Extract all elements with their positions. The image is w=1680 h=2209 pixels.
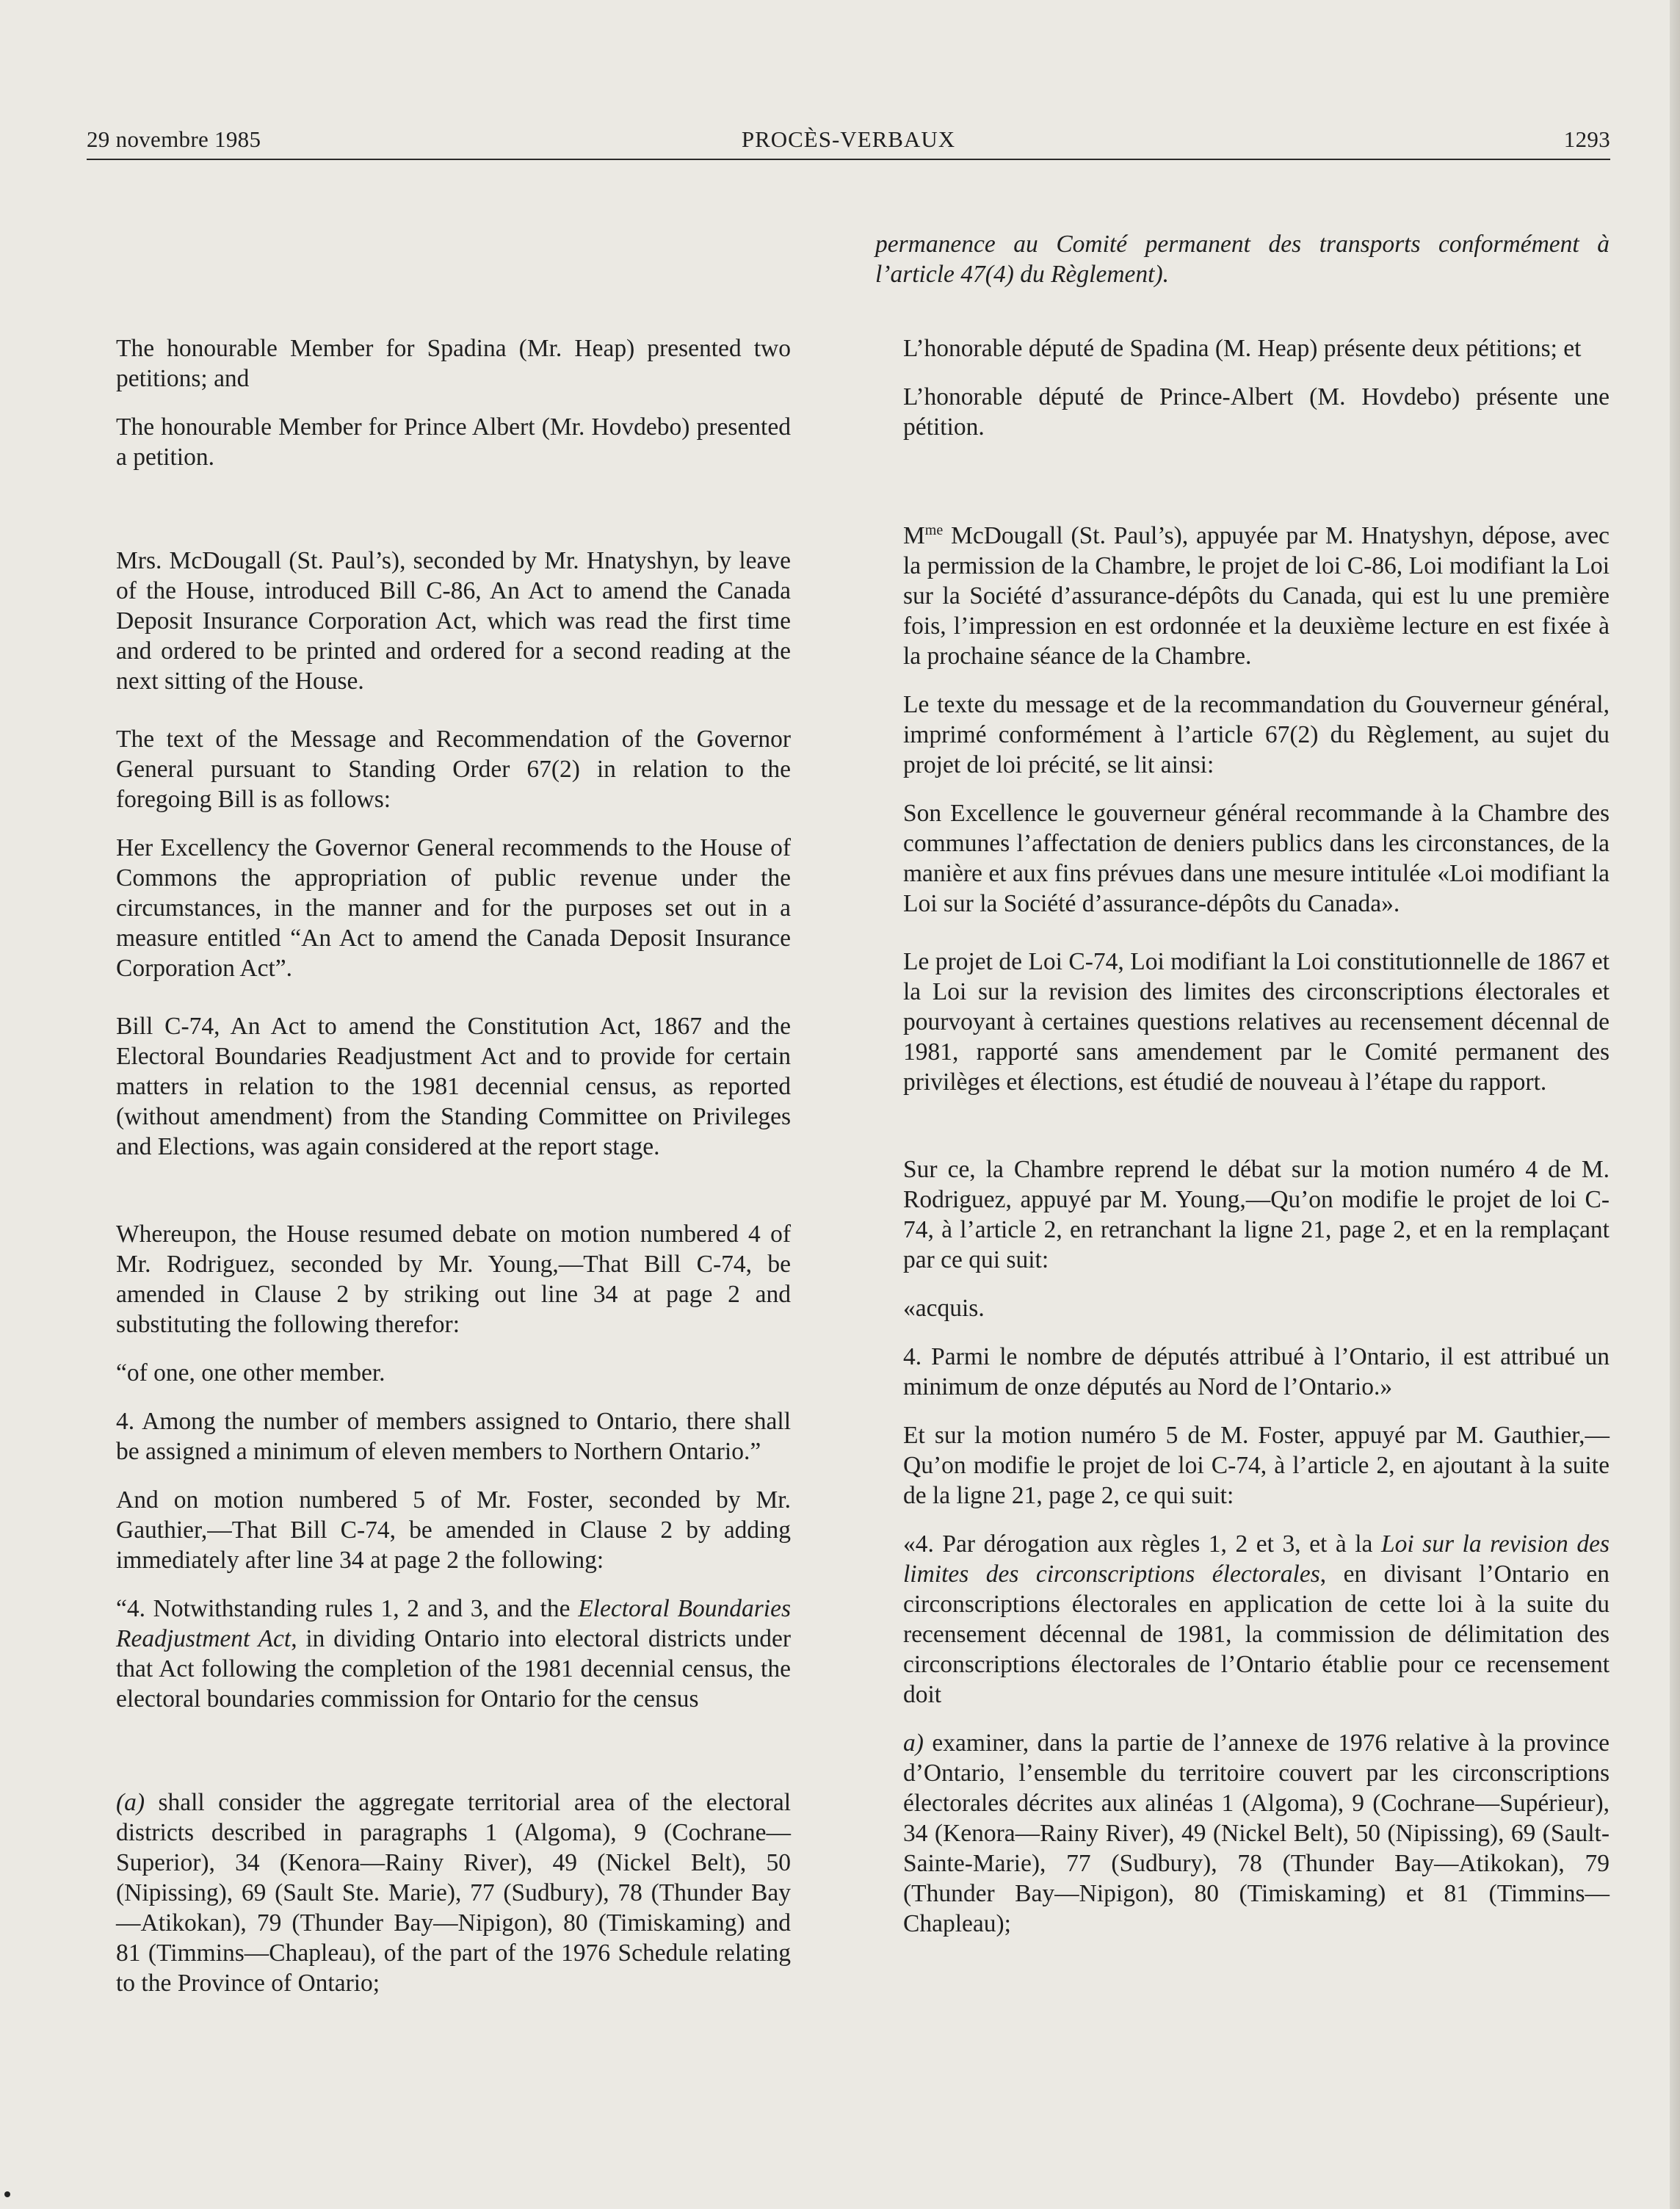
text-run: examiner, dans la partie de l’annexe de 1976 relative à la province d’Ontario, l’ensemble du territoire couvert par les circonscriptions électorales décrites aux alinéas 1 (Algoma), 9 (Cochrane—Supérieur), 34 (Kenora—Rainy River), 49 (Nickel Belt), 50 (Nipissing), 69 (Sault-Sainte-Marie), 77 (Sudbury), 78 (Thunder Bay—Atikokan), 79 (Thunder Bay—Nipigon), 80 (Timiskaming) et 81 (Timmins—Chapleau); — [903, 1729, 1610, 1938]
paragraph: Le texte du message et de la recommandation du Gouverneur général, imprimé conformément à l’article 67(2) du Règlement, au sujet du projet de loi précité, se lit ainsi: — [903, 691, 1610, 779]
paragraph: Her Excellency the Governor General recommends to the House of Commons the appropriation of public revenue under the circumstances, in the manner and for the purposes set out in a measure entitled “An Act to amend the Canada Deposit Insurance Corporation Act”. — [116, 834, 791, 982]
text-run: , in dividing Ontario into electoral districts under that Act following the completion of the 1981 decennial census, the electoral boundaries commission for Ontario for the census — [116, 1625, 791, 1713]
act-title: Electoral Boundaries Readjustment Act — [116, 1595, 792, 1652]
header-date: 29 novembre 1985 — [87, 126, 261, 152]
paragraph — [88, 1787, 791, 1998]
paragraph: The honourable Member for Spadina (Mr. Heap) presented two petitions; and — [116, 335, 791, 392]
page-number: 1293 — [1563, 126, 1610, 152]
text-run: M — [903, 522, 925, 550]
paragraph: Son Excellence le gouverneur général recommande à la Chambre des communes l’affectation de deniers publics dans les circonstances, de la manière et aux fins prévues dans une mesure intitulée «Loi modifiant la Loi sur la Société d’assurance-dépôts du Canada». — [903, 800, 1610, 918]
superscript: me — [924, 522, 944, 538]
text-run: «4. Par dérogation aux règles 1, 2 et 3, et à la — [903, 1530, 1381, 1558]
paragraph — [88, 1594, 791, 1714]
paragraph: The honourable Member for Prince Albert (Mr. Hovdebo) presented a petition. — [116, 413, 791, 471]
french-column — [875, 229, 1610, 1939]
header-title: PROCÈS-VERBAUX — [741, 126, 956, 152]
text-run: “4. Notwithstanding rules 1, 2 and 3, and the — [116, 1595, 579, 1622]
page-edge — [1670, 0, 1680, 2209]
scan-mark — [4, 2191, 10, 2197]
clause-letter: a) — [903, 1729, 924, 1757]
paragraph: L’honorable député de Prince-Albert (M. Hovdebo) présente une pétition. — [903, 383, 1610, 441]
paragraph: “of one, one other member. — [116, 1359, 385, 1386]
text-run: , en divisant l’Ontario en circonscriptions électorales en application de cette loi à la suite du recensement décennal de 1981, la commission de délimitation des circonscriptions électorales de l’Ontario établie pour ce recensement doit — [903, 1561, 1610, 1709]
text-run: shall consider the aggregate territorial area of the electoral districts described in paragraphs 1 (Algoma), 9 (Cochrane—Superior), 34 (Kenora—Rainy River), 49 (Nickel Belt), 50 (Nipissing), 69 (Sault Ste. Marie), 77 (Sudbury), 78 (Thunder Bay—Atikokan), 79 (Thunder Bay—Nipigon), 80 (Timiskaming) and 81 (Timmins—Chapleau), of the part of the 1976 Schedule relating to the Province of Ontario; — [116, 1789, 791, 1997]
paragraph: L’honorable député de Spadina (M. Heap) présente deux pétitions; et — [903, 335, 1582, 362]
header-rule — [87, 159, 1610, 160]
paragraph: And on motion numbered 5 of Mr. Foster, seconded by Mr. Gauthier,—That Bill C-74, be amended in Clause 2 by adding immediately after line 34 at page 2 the following: — [116, 1486, 791, 1574]
paragraph: Mrs. McDougall (St. Paul’s), seconded by Mr. Hnatyshyn, by leave of the House, introduced Bill C-86, An Act to amend the Canada Deposit Insurance Corporation Act, which was read the first time and ordered to be printed and ordered for a second reading at the next sitting of the House. — [116, 547, 791, 695]
paragraph — [875, 1529, 1610, 1710]
page-header — [87, 126, 1610, 163]
paragraph: Sur ce, la Chambre reprend le débat sur la motion numéro 4 de M. Rodriguez, appuyé par M. Young,—Qu’on modifie le projet de loi C-74, à l’article 2, en retranchant la ligne 21, page 2, et en la remplaçant par ce qui suit: — [903, 1156, 1610, 1274]
paragraph: 4. Among the number of members assigned to Ontario, there shall be assigned a minimum of eleven members to Northern Ontario.” — [116, 1408, 791, 1465]
paragraph: Whereupon, the House resumed debate on motion numbered 4 of Mr. Rodriguez, seconded by Mr. Young,—That Bill C-74, be amended in Clause 2 by striking out line 34 at page 2 and substituting the following therefor: — [116, 1221, 791, 1338]
paragraph — [875, 516, 1610, 671]
paragraph: The text of the Message and Recommendation of the Governor General pursuant to Standing Order 67(2) in relation to the foregoing Bill is as follows: — [116, 726, 791, 813]
clause-letter: (a) — [116, 1789, 145, 1816]
paragraph: «acquis. — [903, 1295, 985, 1323]
continued-paragraph: permanence au Comité permanent des transports conformément à l’article 47(4) du Règlement). — [875, 231, 1610, 288]
paragraph: Et sur la motion numéro 5 de M. Foster, appuyé par M. Gauthier,—Qu’on modifie le projet de loi C-74, à l’article 2, en ajoutant à la suite de la ligne 21, page 2, ce qui suit: — [903, 1422, 1610, 1510]
paragraph — [875, 1728, 1610, 1939]
paragraph: Le projet de Loi C-74, Loi modifiant la Loi constitutionnelle de 1867 et la Loi sur la revision des limites des circonscriptions électorales et pourvoyant à certaines questions relatives au recensement décennal de 1981, rapporté sans amendement par le Comité permanent des privilèges et élections, est étudié de nouveau à l’étape du rapport. — [903, 948, 1610, 1096]
english-column — [88, 229, 791, 1998]
act-title: Loi sur la revision des limites des circonscriptions électorales — [903, 1530, 1610, 1588]
paragraph: 4. Parmi le nombre de députés attribué à l’Ontario, il est attribué un minimum de onze députés au Nord de l’Ontario.» — [903, 1343, 1610, 1401]
text-run: McDougall (St. Paul’s), appuyée par M. Hnatyshyn, dépose, avec la permission de la Chambre, le projet de loi C-86, Loi modifiant la Loi sur la Société d’assurance-dépôts du Canada, qui est lu une première fois, l’impression en est ordonnée et la deuxième lecture en est fixée à la prochaine séance de la Chambre. — [903, 522, 1610, 670]
paragraph: Bill C-74, An Act to amend the Constitution Act, 1867 and the Electoral Boundaries Readjustment Act and to provide for certain matters in relation to the 1981 decennial census, as reported (without amendment) from the Standing Committee on Privileges and Elections, was again considered at the report stage. — [116, 1013, 791, 1160]
